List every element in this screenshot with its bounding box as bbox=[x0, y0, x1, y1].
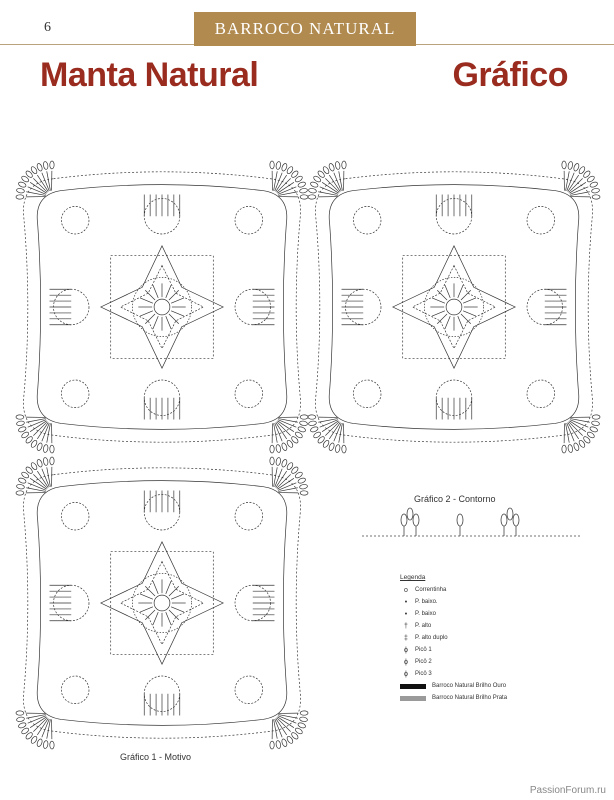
legend-item: † P. alto bbox=[404, 622, 432, 630]
motif-top-right bbox=[306, 158, 602, 456]
chart2-caption: Gráfico 2 - Contorno bbox=[414, 494, 496, 504]
motif-bottom-left bbox=[14, 454, 310, 752]
legend-item: ϕ Picô 1 bbox=[404, 646, 432, 654]
crochet-motif-diagram bbox=[14, 158, 310, 456]
legend-color-item: Barroco Natural Brilho Prata bbox=[400, 692, 600, 704]
page-subtitle: Gráfico bbox=[452, 56, 568, 94]
legend-item: ϕ Picô 3 bbox=[404, 670, 432, 678]
chart1-caption: Gráfico 1 - Motivo bbox=[120, 752, 192, 762]
color-swatch bbox=[400, 684, 426, 689]
section-tab: BARROCO NATURAL bbox=[194, 12, 416, 46]
legend-item: • P. baixo. bbox=[404, 598, 438, 606]
crochet-motif-diagram bbox=[306, 158, 602, 456]
color-swatch bbox=[400, 696, 426, 701]
crochet-motif-diagram bbox=[14, 454, 310, 752]
legend-title: Legenda bbox=[400, 574, 426, 581]
legend-item: ϕ Picô 2 bbox=[404, 658, 432, 666]
page-number: 6 bbox=[44, 20, 51, 35]
legend-item: • P. baixo bbox=[404, 610, 436, 618]
legend bbox=[400, 574, 600, 704]
page-title: Manta Natural bbox=[40, 56, 259, 94]
motif-top-left bbox=[14, 158, 310, 456]
legend-item: o Correntinha bbox=[404, 586, 447, 594]
legend-item: ‡ P. alto duplo bbox=[404, 634, 448, 642]
border-pattern-diagram bbox=[358, 500, 584, 544]
watermark: PassionForum.ru bbox=[529, 785, 606, 796]
legend-color-item: Barroco Natural Brilho Ouro bbox=[400, 680, 600, 692]
